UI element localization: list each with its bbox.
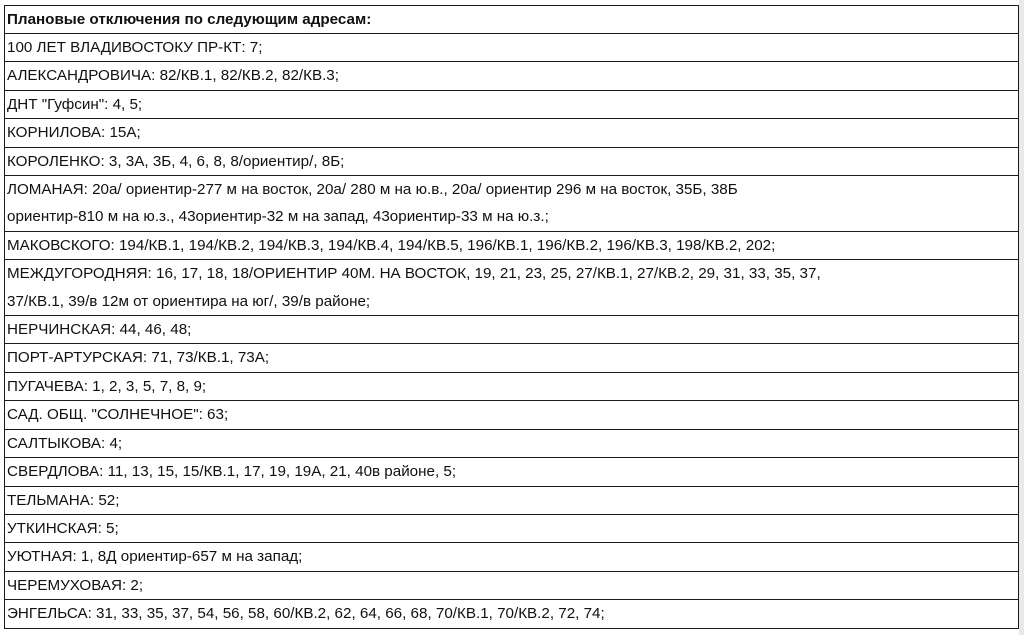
table-header: Плановые отключения по следующим адресам: — [5, 6, 1018, 34]
table-row: КОРНИЛОВА: 15А; — [5, 119, 1018, 147]
table-row: МАКОВСКОГО: 194/КВ.1, 194/КВ.2, 194/КВ.3, 194/КВ.4, 194/КВ.5, 196/КВ.1, 196/КВ.2, 196/КВ.3, 198/КВ.2, 202; — [5, 232, 1018, 260]
table-row: АЛЕКСАНДРОВИЧА: 82/КВ.1, 82/КВ.2, 82/КВ.3; — [5, 62, 1018, 90]
table-row: ТЕЛЬМАНА: 52; — [5, 487, 1018, 515]
table-row-line: МЕЖДУГОРОДНЯЯ: 16, 17, 18, 18/ОРИЕНТИР 40М. НА ВОСТОК, 19, 21, 23, 25, 27/КВ.1, 27/КВ.2, 29, 31, 33, 35, 37, — [7, 265, 821, 283]
table-row — [5, 260, 1018, 316]
table-row: ДНТ "Гуфсин": 4, 5; — [5, 91, 1018, 119]
table-row: КОРОЛЕНКО: 3, 3А, 3Б, 4, 6, 8, 8/ориентир/, 8Б; — [5, 148, 1018, 176]
table-row: ЭНГЕЛЬСА: 31, 33, 35, 37, 54, 56, 58, 60/КВ.2, 62, 64, 66, 68, 70/КВ.1, 70/КВ.2, 72, 74; — [5, 600, 1018, 628]
table-row: САЛТЫКОВА: 4; — [5, 430, 1018, 458]
table-row-line: 37/КВ.1, 39/в 12м от ориентира на юг/, 39/в районе; — [7, 292, 371, 310]
table-row: СВЕРДЛОВА: 11, 13, 15, 15/КВ.1, 17, 19, 19А, 21, 40в районе, 5; — [5, 458, 1018, 486]
outage-table — [4, 5, 1019, 629]
table-row: САД. ОБЩ. "СОЛНЕЧНОЕ": 63; — [5, 401, 1018, 429]
table-row-line: ЛОМАНАЯ: 20а/ ориентир-277 м на восток, 20а/ 280 м на ю.в., 20а/ ориентир 296 м на восток, 35Б, 38Б — [7, 181, 738, 199]
table-row: 100 ЛЕТ ВЛАДИВОСТОКУ ПР-КТ: 7; — [5, 34, 1018, 62]
page-edge — [1019, 0, 1024, 635]
table-row-line: ориентир-810 м на ю.з., 43ориентир-32 м на запад, 43ориентир-33 м на ю.з.; — [7, 208, 549, 226]
table-row — [5, 176, 1018, 232]
table-row: УЮТНАЯ: 1, 8Д ориентир-657 м на запад; — [5, 543, 1018, 571]
table-row: НЕРЧИНСКАЯ: 44, 46, 48; — [5, 316, 1018, 344]
table-row: ЧЕРЕМУХОВАЯ: 2; — [5, 572, 1018, 600]
table-row: УТКИНСКАЯ: 5; — [5, 515, 1018, 543]
table-row: ПУГАЧЕВА: 1, 2, 3, 5, 7, 8, 9; — [5, 373, 1018, 401]
table-row: ПОРТ-АРТУРСКАЯ: 71, 73/КВ.1, 73А; — [5, 344, 1018, 372]
